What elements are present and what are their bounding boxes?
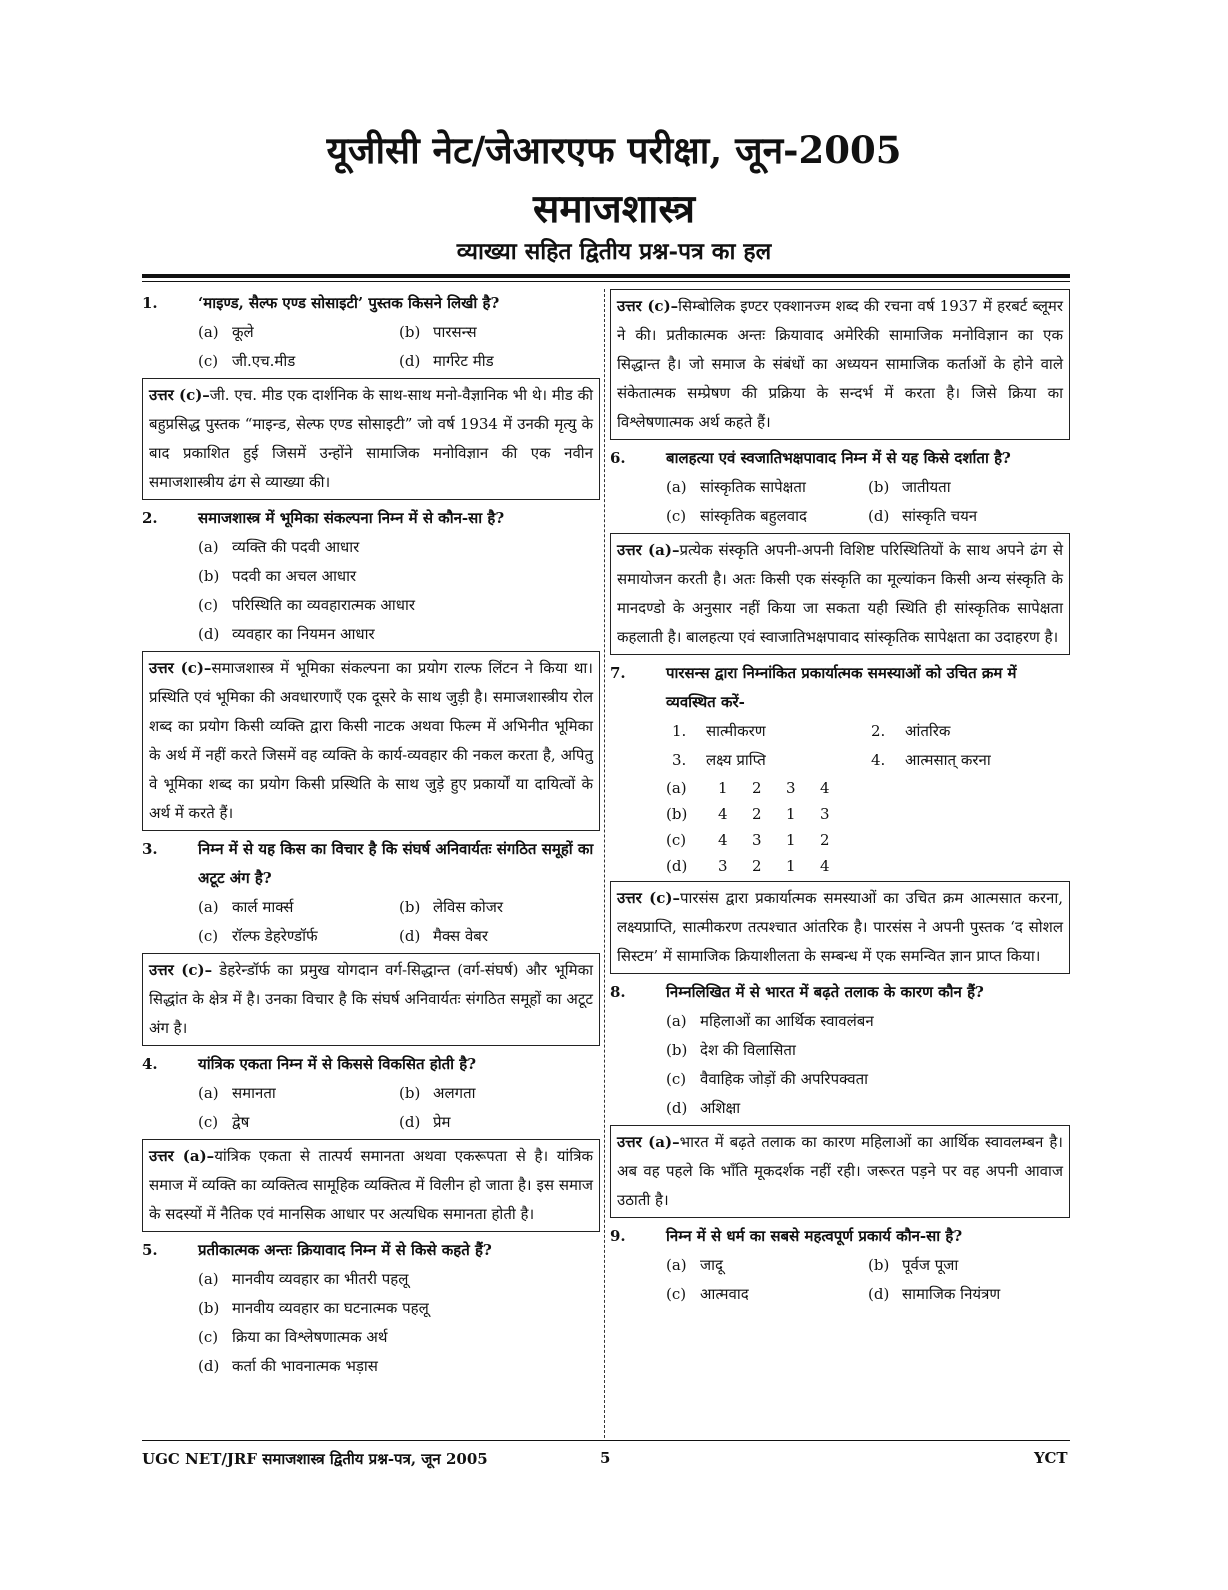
page-number: 5 <box>600 1449 611 1467</box>
option: (b) अलगता <box>399 1084 476 1102</box>
answer-head: उत्तर (a)– <box>149 1147 215 1165</box>
question-9 <box>610 1222 1070 1251</box>
question-number: 8. <box>610 983 626 1001</box>
option: (b) पूर्वज पूजा <box>868 1256 959 1274</box>
list-item: 2. आंतरिक <box>871 722 951 740</box>
answer-head: उत्तर (a)– <box>617 1133 680 1151</box>
answer-box-1 <box>142 378 600 500</box>
options-1 <box>142 318 600 376</box>
question-4 <box>142 1050 600 1079</box>
question-2 <box>142 504 600 533</box>
options-4 <box>142 1079 600 1137</box>
answer-head: उत्तर (c)– <box>149 961 213 979</box>
question-text: पारसन्स द्वारा निम्नांकित प्रकार्यात्मक समस्याओं को उचित क्रम में व्यवस्थित करें- <box>666 664 1017 711</box>
footer-rule <box>142 1440 1070 1441</box>
question-text: निम्न में से यह किस का विचार है कि संघर्ष अनिवार्यतः संगठित समूहों का अटूट अंग है? <box>198 840 594 887</box>
answer-head: उत्तर (c)– <box>617 889 680 907</box>
answer-box-3 <box>142 953 600 1046</box>
question-text: प्रतीकात्मक अन्तः क्रियावाद निम्न में से किसे कहते हैं? <box>198 1241 492 1259</box>
question-number: 6. <box>610 449 626 467</box>
answer-box-2 <box>142 651 600 831</box>
column-divider <box>604 289 605 1438</box>
question-number: 2. <box>142 509 158 527</box>
option: (d) मैक्स वेबर <box>399 927 489 945</box>
options-5 <box>142 1265 600 1381</box>
header-rule-thin <box>142 281 1070 282</box>
subject-title: समाजशास्त्र <box>532 186 696 232</box>
option: (c) वैवाहिक जोड़ों की अपरिपक्वता <box>666 1070 869 1088</box>
option: (d) मार्गरेट मीड <box>399 352 494 370</box>
option: (b) लेविस कोजर <box>399 898 503 916</box>
answer-box-5 <box>610 289 1070 440</box>
code-row: (c) 4 3 1 2 <box>666 831 830 849</box>
option: (a) सांस्कृतिक सापेक्षता <box>666 478 806 496</box>
option: (b) पदवी का अचल आधार <box>198 567 357 585</box>
question-number: 5. <box>142 1241 158 1259</box>
option: (b) देश की विलासिता <box>666 1041 796 1059</box>
question-text: यांत्रिक एकता निम्न में से किससे विकसित होती है? <box>198 1055 477 1073</box>
option: (d) व्यवहार का नियमन आधार <box>198 625 375 643</box>
question-number: 3. <box>142 840 158 858</box>
option: (d) सामाजिक नियंत्रण <box>868 1285 1001 1303</box>
paper-subtitle: व्याख्या सहित द्वितीय प्रश्न-पत्र का हल <box>456 238 772 265</box>
option: (c) जी.एच.मीड <box>198 352 296 370</box>
answer-text: भारत में बढ़ते तलाक का कारण महिलाओं का आर्थिक स्वावलम्बन है। अब वह पहले कि भाँति मूकदर्शक नहीं रही। जरूरत पड़ने पर वह अपनी आवाज उठाती है। <box>617 1133 1063 1209</box>
right-column <box>610 289 1070 1309</box>
options-8 <box>610 1007 1070 1123</box>
answer-text: सिम्बोलिक इण्टर एक्शानज्म शब्द की रचना वर्ष 1937 में हरबर्ट ब्लूमर ने की। प्रतीकात्मक अन्तः क्रियावाद अमेरिकी सामाजिक मनोविज्ञान का एक सिद्धान्त है। जो समाज के संबंधों का अध्ययन सामाजिक कर्ताओं के होने वाले संकेतात्मक सम्प्रेषण की प्रक्रिया के सन्दर्भ में करता है। जिसे क्रिया का विश्लेषणात्मक अर्थ कहते हैं। <box>617 297 1063 431</box>
option: (a) कार्ल मार्क्स <box>198 898 294 916</box>
options-6 <box>610 473 1070 531</box>
list-items-7 <box>610 717 1070 775</box>
option: (a) व्यक्ति की पदवी आधार <box>198 538 360 556</box>
answer-text: डेहरेन्डॉर्फ का प्रमुख योगदान वर्ग-सिद्धान्त (वर्ग-संघर्ष) और भूमिका सिद्धांत के क्षेत्र में है। उनका विचार है कि संघर्ष अनिवार्यतः संगठित समूहों का अटूट अंग है। <box>149 961 593 1037</box>
question-8 <box>610 978 1070 1007</box>
option: (a) कूले <box>198 323 254 341</box>
options-2 <box>142 533 600 649</box>
code-row: (a) 1 2 3 4 <box>666 779 830 797</box>
code-row: (b) 4 2 1 3 <box>666 805 830 823</box>
list-item: 1. सात्मीकरण <box>672 722 766 740</box>
header-rule-thick <box>142 274 1070 278</box>
code-options-7 <box>610 775 1070 879</box>
list-item: 4. आत्मसात् करना <box>871 751 991 769</box>
answer-box-7 <box>610 881 1070 974</box>
publisher-mark: YCT <box>1034 1449 1068 1467</box>
option: (c) द्वेष <box>198 1113 250 1131</box>
question-number: 7. <box>610 664 626 682</box>
list-item: 3. लक्ष्य प्राप्ति <box>672 751 766 769</box>
question-text: बालहत्या एवं स्वजातिभक्षपावाद निम्न में से यह किसे दर्शाता है? <box>666 449 1011 467</box>
option: (b) पारसन्स <box>399 323 477 341</box>
option: (b) जातीयता <box>868 478 951 496</box>
question-text: ‘माइण्ड, सैल्फ एण्ड सोसाइटी’ पुस्तक किसने लिखी है? <box>198 294 500 312</box>
option: (c) रॉल्फ डेहरेण्डॉर्फ <box>198 927 318 945</box>
code-row: (d) 3 2 1 4 <box>666 857 830 875</box>
answer-box-8 <box>610 1125 1070 1218</box>
option: (c) आत्मवाद <box>666 1285 749 1303</box>
question-7 <box>610 659 1070 717</box>
option: (a) मानवीय व्यवहार का भीतरी पहलू <box>198 1270 409 1288</box>
question-number: 4. <box>142 1055 158 1073</box>
option: (c) परिस्थिति का व्यवहारात्मक आधार <box>198 596 416 614</box>
footer-book-title: UGC NET/JRF समाजशास्त्र द्वितीय प्रश्न-पत्र, जून 2005 <box>142 1450 488 1468</box>
option: (a) समानता <box>198 1084 276 1102</box>
answer-head: उत्तर (c)– <box>149 386 210 404</box>
answer-text: पारसंस द्वारा प्रकार्यात्मक समस्याओं का उचित क्रम आत्मसात करना, लक्ष्यप्राप्ति, सात्मीकरण तत्पश्चात आंतरिक है। पारसंस ने अपनी पुस्तक ‘द सोशल सिस्टम’ में सामाजिक क्रियाशीलता के सम्बन्ध में एक समन्वित ज्ञान प्राप्त किया। <box>617 889 1063 965</box>
answer-box-4 <box>142 1139 600 1232</box>
option: (d) सांस्कृति चयन <box>868 507 978 525</box>
options-3 <box>142 893 600 951</box>
question-number: 1. <box>142 294 158 312</box>
question-1 <box>142 289 600 318</box>
option: (d) अशिक्षा <box>666 1099 741 1117</box>
answer-text: समाजशास्त्र में भूमिका संकल्पना का प्रयोग राल्फ लिंटन ने किया था। प्रस्थिति एवं भूमिका की अवधारणाएँ एक दूसरे के साथ जुड़ी है। समाजशास्त्रीय रोल शब्द का प्रयोग किसी व्यक्ति द्वारा किसी नाटक अथवा फिल्म में अभिनीत भूमिका के अर्थ में नहीं करते जिसमें वह व्यक्ति के कार्य-व्यवहार की नकल करता है, अपितु वे भूमिका शब्द का प्रयोग किसी प्रस्थिति के साथ जुड़े हुए प्रकार्यों या दायित्वों के अर्थ में करते हैं। <box>149 659 593 822</box>
option: (d) प्रेम <box>399 1113 451 1131</box>
left-column <box>142 289 600 1381</box>
question-number: 9. <box>610 1227 626 1245</box>
option: (d) कर्ता की भावनात्मक भड़ास <box>198 1357 378 1375</box>
answer-text: जी. एच. मीड एक दार्शनिक के साथ-साथ मनो-वैज्ञानिक भी थे। मीड की बहुप्रसिद्ध पुस्तक “माइन्ड, सेल्फ एण्ड सोसाइटी” जो वर्ष 1934 में उनकी मृत्यु के बाद प्रकाशित हुई जिसमें उन्होंने सामाजिक मनोविज्ञान की एक नवीन समाजशास्त्रीय ढंग से व्याख्या की। <box>149 386 593 491</box>
question-text: निम्नलिखित में से भारत में बढ़ते तलाक के कारण कौन हैं? <box>666 983 984 1001</box>
option: (a) महिलाओं का आर्थिक स्वावलंबन <box>666 1012 874 1030</box>
option: (b) मानवीय व्यवहार का घटनात्मक पहलू <box>198 1299 429 1317</box>
options-9 <box>610 1251 1070 1309</box>
answer-head: उत्तर (c)– <box>149 659 212 677</box>
question-6 <box>610 444 1070 473</box>
answer-box-6 <box>610 533 1070 655</box>
option: (c) क्रिया का विश्लेषणात्मक अर्थ <box>198 1328 388 1346</box>
exam-title: यूजीसी नेट/जेआरएफ परीक्षा, जून-2005 <box>326 128 902 172</box>
answer-text: प्रत्येक संस्कृति अपनी-अपनी विशिष्ट परिस्थितियों के साथ अपने ढंग से समायोजन करती है। अतः किसी एक संस्कृति का मूल्यांकन किसी अन्य संस्कृति के मानदण्डो के अनुसार नहीं किया जा सकता यही स्थिति ही सांस्कृतिक सापेक्षता कहलाती है। बालहत्या एवं स्वाजातिभक्षपावाद सांस्कृतिक सापेक्षता का उदाहरण है। <box>617 541 1064 646</box>
answer-text: यांत्रिक एकता से तात्पर्य समानता अथवा एकरूपता से है। यांत्रिक समाज में व्यक्ति का व्यक्तित्व सामूहिक व्यक्तित्व में विलीन हो जाता है। इस समाज के सदस्यों में नैतिक एवं मानसिक आधार पर अत्यधिक समानता होती है। <box>149 1147 593 1223</box>
answer-head: उत्तर (a)– <box>617 541 680 559</box>
question-text: समाजशास्त्र में भूमिका संकल्पना निम्न में से कौन-सा है? <box>198 509 505 527</box>
question-3 <box>142 835 600 893</box>
option: (a) जादू <box>666 1256 723 1274</box>
answer-head: उत्तर (c)– <box>617 297 679 315</box>
option: (c) सांस्कृतिक बहुलवाद <box>666 507 807 525</box>
question-text: निम्न में से धर्म का सबसे महत्वपूर्ण प्रकार्य कौन-सा है? <box>666 1227 963 1245</box>
question-5 <box>142 1236 600 1265</box>
